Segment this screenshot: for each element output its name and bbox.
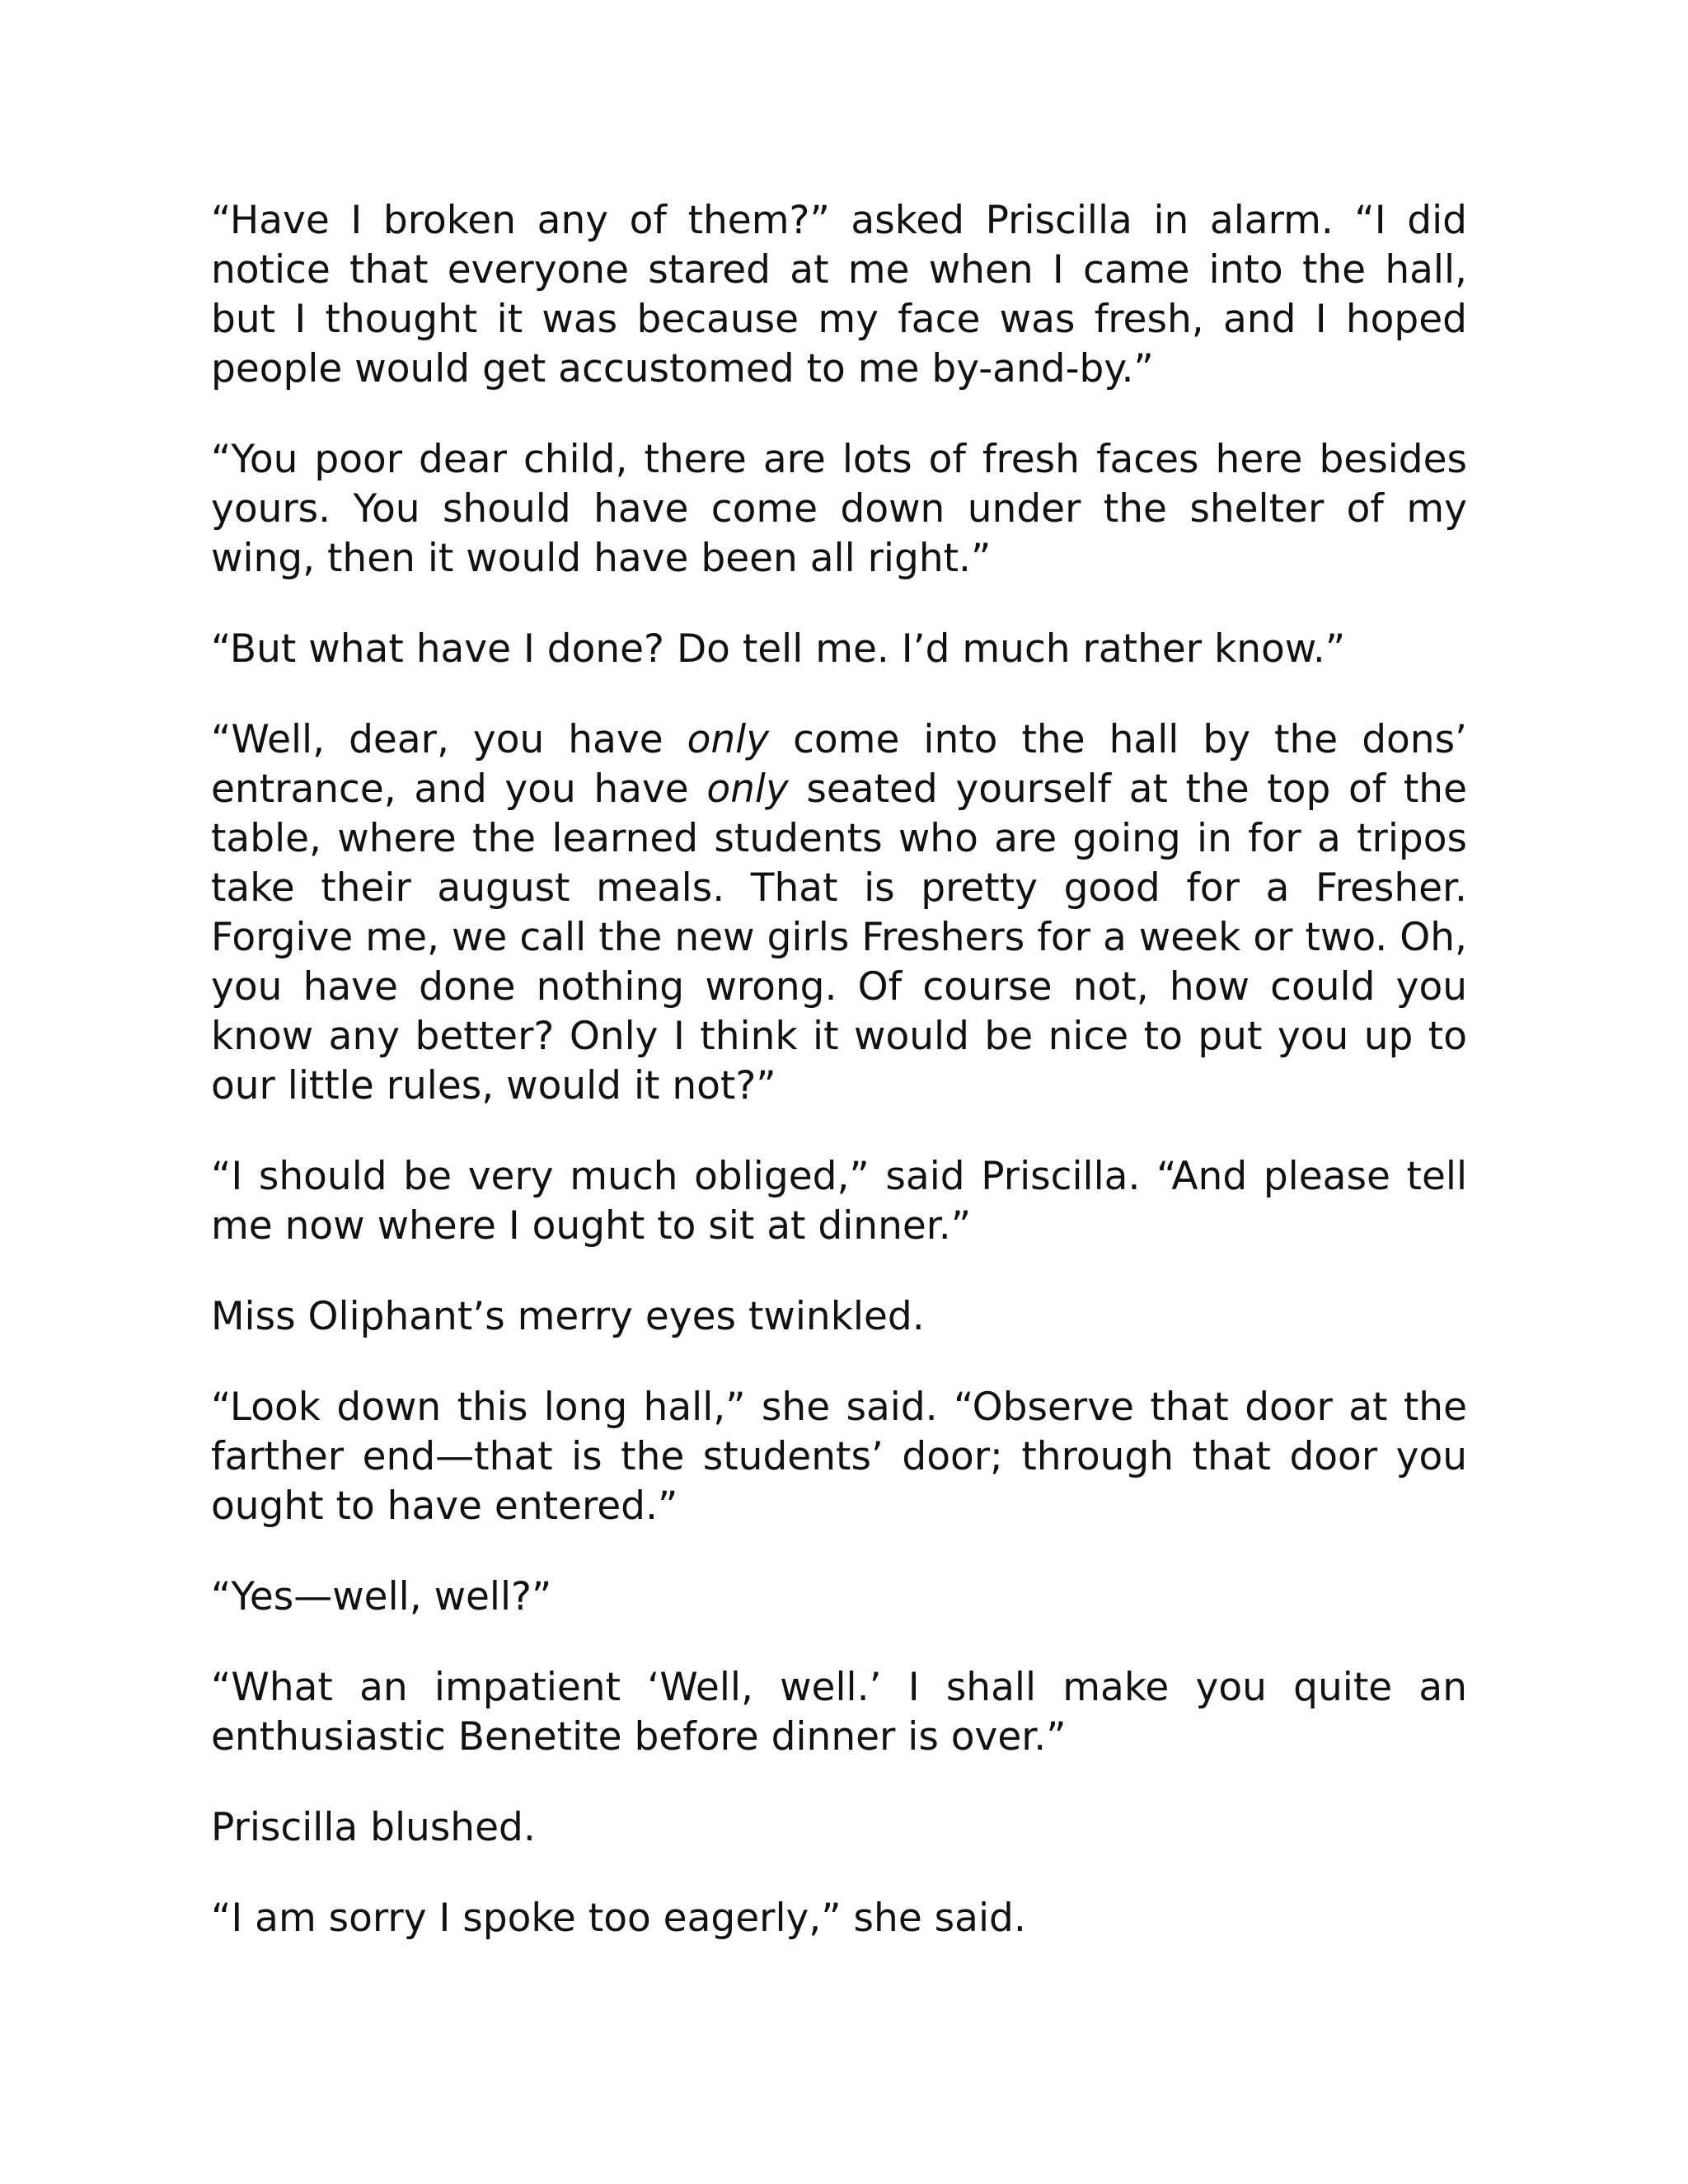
page-body — [211, 196, 1467, 1985]
paragraph-1: “Have I broken any of them?” asked Priscilla in alarm. “I did notice that everyone stared at me when I came into the hall, but I thought it was because my face was fresh, and I hoped people would get accustomed to me by-and-by.” — [211, 198, 1467, 391]
paragraph-2: “You poor dear child, there are lots of fresh faces here besides yours. You should have come down under the shelter of my wing, then it would have been all right.” — [211, 437, 1467, 581]
paragraph-4-part-a: “Well, dear, you have — [211, 717, 687, 762]
paragraph-8: “Yes—well, well?” — [211, 1574, 552, 1619]
emphasis-only-2: only — [706, 766, 789, 812]
paragraph-11: “I am sorry I spoke too eagerly,” she said. — [211, 1896, 1026, 1941]
paragraph-4 — [211, 715, 1467, 1111]
paragraph-5: “I should be very much obliged,” said Priscilla. “And please tell me now where I ought to sit at dinner.” — [211, 1154, 1467, 1249]
paragraph-4-part-b: come into the hall by the dons’ entrance, and you have — [211, 717, 1467, 812]
paragraph-10: Priscilla blushed. — [211, 1805, 536, 1850]
paragraph-3: “But what have I done? Do tell me. I’d much rather know.” — [211, 626, 1346, 672]
paragraph-7: “Look down this long hall,” she said. “Observe that door at the farther end—that is the students’ door; through that door you ought to have entered.” — [211, 1385, 1467, 1529]
paragraph-6: Miss Oliphant’s merry eyes twinkled. — [211, 1294, 925, 1339]
paragraph-4-part-c: seated yourself at the top of the table, where the learned students who are going in for a tripos take their august meals. That is pretty good for a Fresher. Forgive me, we call the new girls Freshers for a week or two. Oh, you have done nothing wrong. Of course not, how could you know any better? Only I think it would be nice to put you up to our little rules, would it not?” — [211, 766, 1468, 1108]
emphasis-only-1: only — [687, 717, 770, 762]
paragraph-9: “What an impatient ‘Well, well.’ I shall make you quite an enthusiastic Benetite before dinner is over.” — [211, 1665, 1467, 1760]
